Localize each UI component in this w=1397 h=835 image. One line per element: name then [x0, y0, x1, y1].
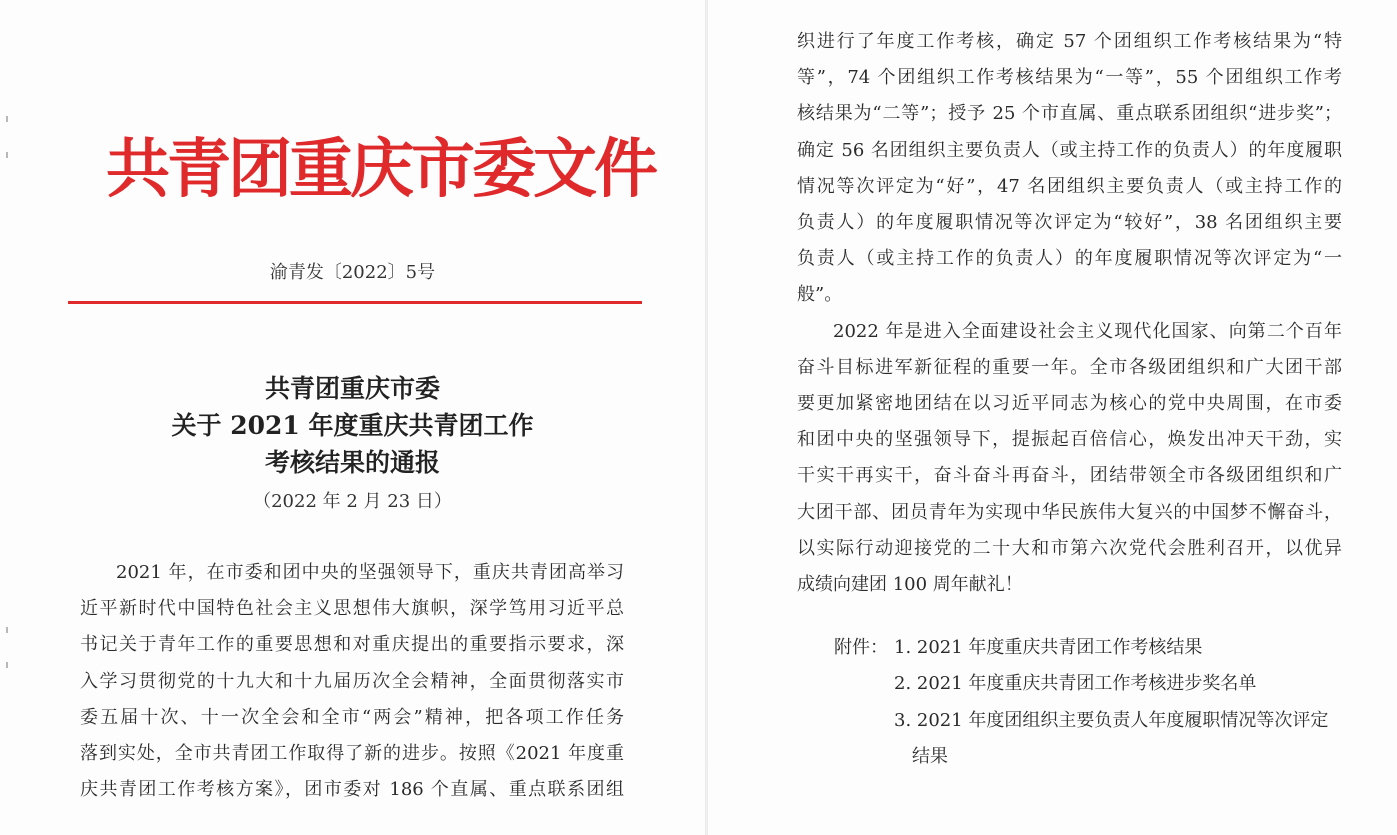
body-line: 织进行了年度工作考核，确定 57 个团组织工作考核结果为“特 — [797, 31, 1342, 52]
notice-title-line: 共青团重庆市委 — [264, 374, 440, 403]
body-line: 负责人）的年度履职情况等次评定为“较好”，38 名团组织主要 — [797, 212, 1342, 234]
body-line: 般”。 — [797, 284, 843, 306]
body-line: 书记关于青年工作的重要思想和对重庆提出的重要指示要求，深 — [80, 634, 624, 656]
body-line: 大团干部、团员青年为实现中华民族伟大复兴的中国梦不懈奋斗， — [797, 501, 1342, 523]
body-line: 以实际行动迎接党的二十大和市第六次党代会胜利召开，以优异 — [797, 537, 1342, 559]
attachments-label: 附件： — [834, 637, 888, 658]
body-line: 等”，74 个团组织工作考核结果为“一等”，55 个团组织工作考 — [797, 67, 1342, 89]
notice-title-line: 关于 2021 年度重庆共青团工作 — [171, 411, 534, 440]
body-line: 落到实处，全市共青团工作取得了新的进步。按照《2021 年度重 — [80, 743, 624, 765]
body-line: 负责人（或主持工作的负责人）的年度履职情况等次评定为“一 — [797, 248, 1342, 270]
body-line: 情况等次评定为“好”，47 名团组织主要负责人（或主持工作的 — [797, 175, 1342, 197]
right-body — [797, 24, 1342, 603]
document-number: 渝青发〔2022〕5号 — [269, 262, 436, 283]
scan-edge-mark — [6, 116, 8, 122]
body-line: 确定 56 名团组织主要负责人（或主持工作的负责人）的年度履职 — [797, 139, 1342, 161]
scan-edge-mark — [6, 627, 8, 633]
results-paragraph — [797, 24, 1342, 314]
body-line: 庆共青团工作考核方案》，团市委对 186 个直属、重点联系团组 — [80, 779, 624, 801]
body-line: 近平新时代中国特色社会主义思想伟大旗帜，深学笃用习近平总 — [80, 598, 624, 620]
body-line: 入学习贯彻党的十九大和十九届历次全会精神，全面贯彻落实市 — [80, 670, 624, 692]
body-line: 干实干再实干，奋斗奋斗再奋斗，团结带领全市各级团组织和广 — [797, 465, 1342, 487]
notice-title-line: 考核结果的通报 — [264, 448, 440, 477]
body-line: 和团中央的坚强领导下，提振起百倍信心，焕发出冲天干劲，实 — [797, 429, 1342, 451]
masthead-red-rule — [68, 301, 642, 304]
body-line: 2022 年是进入全面建设社会主义现代化国家、向第二个百年 — [833, 320, 1342, 342]
body-line: 成绩向建团 100 周年献礼！ — [797, 574, 1023, 596]
scan-edge-mark — [6, 662, 8, 668]
outlook-paragraph — [797, 314, 1342, 604]
document-masthead: 共青团重庆市委文件 — [106, 133, 655, 207]
body-line: 2021 年，在市委和团中央的坚强领导下，重庆共青团高举习 — [116, 562, 624, 583]
left-body-paragraph — [80, 555, 624, 808]
attachment-item-1: 1. 2021 年度重庆共青团工作考核结果 — [894, 637, 1203, 658]
body-line: 委五届十次、十一次全会和全市“两会”精神，把各项工作任务 — [80, 706, 624, 728]
body-line: 要更加紧密地团结在以习近平同志为核心的党中央周围，在市委 — [797, 393, 1342, 415]
attachment-item-2: 2. 2021 年度重庆共青团工作考核进步奖名单 — [894, 673, 1257, 694]
body-line: 奋斗目标进军新征程的重要一年。全市各级团组织和广大团干部 — [797, 356, 1342, 378]
scan-edge-mark — [6, 152, 8, 158]
notice-date: （2022 年 2 月 23 日） — [253, 491, 452, 512]
notice-title — [0, 370, 705, 481]
attachment-item-3: 3. 2021 年度团组织主要负责人年度履职情况等次评定 — [894, 710, 1329, 731]
body-line: 核结果为“二等”；授予 25 个市直属、重点联系团组织“进步奖”； — [797, 103, 1342, 125]
attachment-item-3-continued: 结果 — [912, 746, 948, 767]
